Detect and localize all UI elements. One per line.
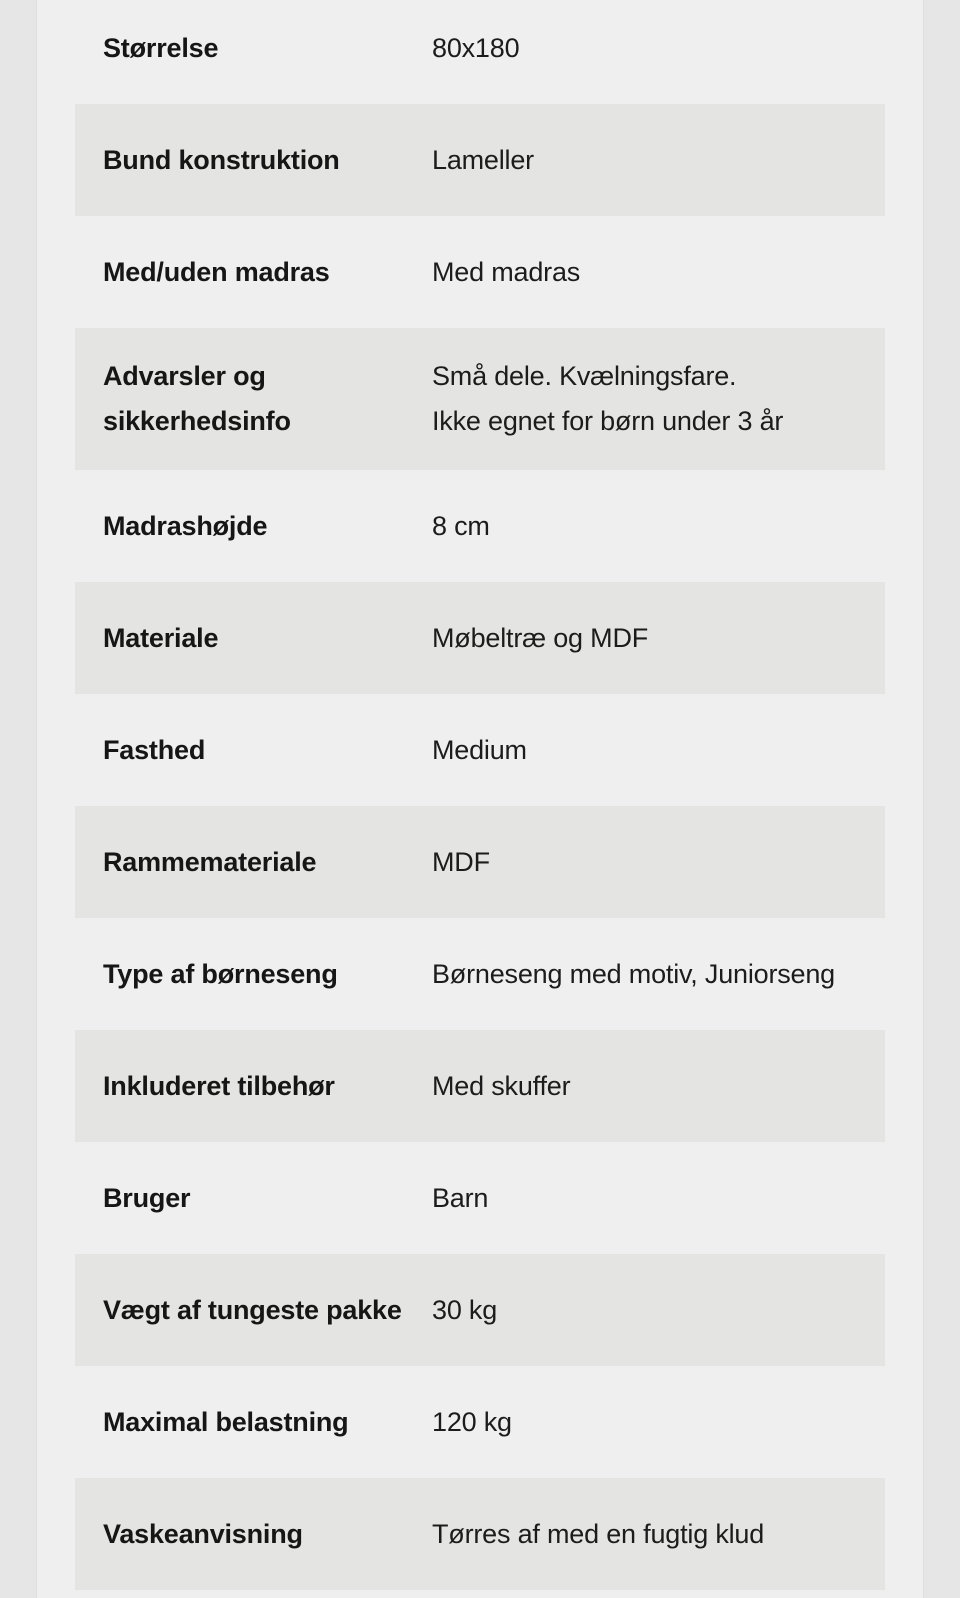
left-page-edge xyxy=(0,0,37,1598)
spec-label: Fasthed xyxy=(103,734,206,765)
spec-label: Rammemateriale xyxy=(103,846,317,877)
spec-value: Barn xyxy=(432,1182,489,1213)
spec-label-line: Advarsler og xyxy=(103,361,266,391)
spec-label: Type af børneseng xyxy=(103,958,338,989)
right-page-edge xyxy=(923,0,960,1598)
spec-value: 80x180 xyxy=(432,32,520,63)
spec-value: Med madras xyxy=(432,256,581,287)
spec-row-firmness xyxy=(75,694,885,806)
spec-label: Vaskeanvisning xyxy=(103,1518,303,1549)
spec-value: Med skuffer xyxy=(432,1070,571,1101)
spec-value: 120 kg xyxy=(432,1406,512,1437)
product-spec-table xyxy=(75,0,885,1590)
spec-value: Medium xyxy=(432,734,527,765)
spec-label: Materiale xyxy=(103,622,219,653)
spec-row-max-load xyxy=(75,1366,885,1478)
spec-value: Børneseng med motiv, Juniorseng xyxy=(432,958,835,989)
spec-value-line: Små dele. Kvælningsfare. xyxy=(432,361,737,391)
spec-row-mattress-height xyxy=(75,470,885,582)
spec-row-bed-type xyxy=(75,918,885,1030)
spec-row-heaviest-package-weight xyxy=(75,1254,885,1366)
spec-label: Maximal belastning xyxy=(103,1406,349,1437)
spec-row-care-instructions xyxy=(75,1478,885,1590)
spec-value: 30 kg xyxy=(432,1294,498,1325)
spec-value: MDF xyxy=(432,846,490,877)
spec-row-base-construction xyxy=(75,104,885,216)
spec-row-size xyxy=(75,0,885,104)
spec-value: Tørres af med en fugtig klud xyxy=(432,1518,765,1549)
spec-value: Lameller xyxy=(432,144,534,175)
spec-label: Inkluderet tilbehør xyxy=(103,1070,335,1101)
spec-row-included-accessories xyxy=(75,1030,885,1142)
spec-row-mattress-option xyxy=(75,216,885,328)
spec-label: Bruger xyxy=(103,1182,191,1213)
spec-value: Møbeltræ og MDF xyxy=(432,622,649,653)
spec-row-material xyxy=(75,582,885,694)
spec-row-frame-material xyxy=(75,806,885,918)
spec-value xyxy=(432,354,885,444)
spec-label-line: sikkerhedsinfo xyxy=(103,406,291,436)
spec-label: Bund konstruktion xyxy=(103,144,340,175)
spec-label: Størrelse xyxy=(103,32,219,63)
spec-label xyxy=(75,354,432,444)
spec-label: Med/uden madras xyxy=(103,256,330,287)
spec-label: Vægt af tungeste pakke xyxy=(103,1294,402,1325)
spec-label: Madrashøjde xyxy=(103,510,268,541)
spec-value-line: Ikke egnet for børn under 3 år xyxy=(432,406,784,436)
spec-row-safety-info xyxy=(75,328,885,470)
spec-value: 8 cm xyxy=(432,510,490,541)
spec-row-user xyxy=(75,1142,885,1254)
